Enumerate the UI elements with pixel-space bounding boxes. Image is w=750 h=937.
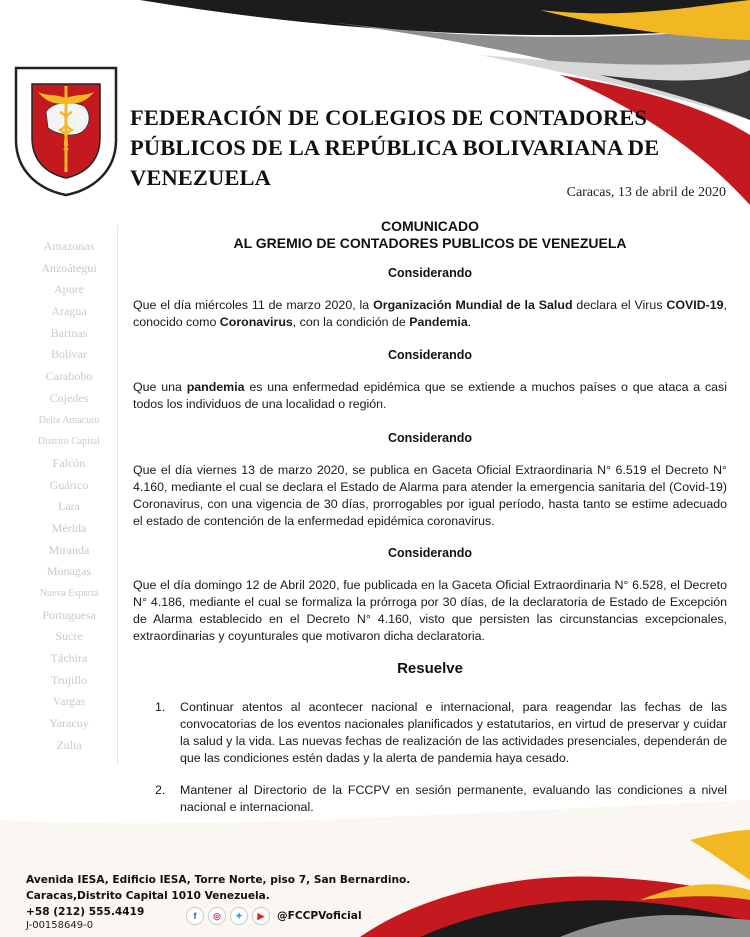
resolution-item [155,699,727,767]
text-segment: , conocido como [133,298,728,329]
sidebar-state: Distrito Capital [38,436,100,448]
sidebar-state: Apure [54,282,84,297]
text-segment: Que una [133,380,187,394]
resolution-number: 2. [155,783,166,797]
youtube-icon[interactable]: ▶ [252,907,270,925]
sidebar-state: Aragua [51,304,87,319]
sidebar-state: Miranda [48,542,90,557]
sidebar-state: Vargas [52,694,86,709]
sidebar-state: Lara [58,499,80,514]
facebook-icon[interactable]: f [186,907,204,925]
text-segment: , con la condición de [292,315,410,329]
sidebar-state: Barinas [50,325,88,340]
text-segment: . [467,315,472,329]
document-heading: COMUNICADO [381,218,479,234]
sidebar-state: Yaracuy [49,716,89,731]
sidebar-state: Zulia [56,737,82,752]
rif-number: J-00158649-0 [26,920,94,931]
sidebar-divider [117,225,118,765]
paragraph-4: Que el día domingo 12 de Abril 2020, fue publicada en la Gaceta Oficial Extraordinaria N° 6.528, el Decreto N° 4.186, mediante el cual se formaliza la prórroga por 30 días, de la declaratoria de Estado de Excepción de Alarma establecido en el Decreto N° 4.160, visto que persisten las circunstancias excepcionales, extraordinarias y coyunturales que motivaron dicha declaratoria. [133,578,727,643]
sidebar-state: Nueva Esparta [39,588,99,599]
considerando-heading-1: Considerando [387,266,473,280]
twitter-icon[interactable]: ✦ [230,907,248,925]
bold-term: pandemia [186,380,245,394]
bold-term: Pandemia [409,315,468,329]
sidebar-state: Portuguesa [42,607,96,622]
bold-term: COVID-19 [666,298,724,312]
address-line-1: Avenida IESA, Edificio IESA, Torre Norte, piso 7, San Bernardino. [26,874,411,886]
sidebar-state: Delta Amacuro [38,414,100,426]
bold-term: Organización Mundial de la Salud [373,298,573,312]
social-handle[interactable]: @FCCPVoficial [277,910,362,922]
sidebar-state: Táchira [50,651,88,666]
document-subheading: AL GREMIO DE CONTADORES PUBLICOS DE VENEZUELA [233,235,627,251]
social-links [186,907,362,925]
considerando-heading-4: Considerando [387,546,473,560]
considerando-heading-3: Considerando [387,431,473,445]
sidebar-state: Falcón [52,455,86,470]
states-sidebar [18,236,120,757]
resuelve-heading: Resuelve [397,660,463,677]
sidebar-state: Sucre [55,629,83,644]
sidebar-state: Cojedes [49,390,89,405]
sidebar-state: Guárico [49,477,89,492]
resolution-number: 1. [155,700,166,714]
sidebar-state: Bolívar [51,347,87,362]
federation-title: FEDERACIÓN DE COLEGIOS DE CONTADORES PÚBLICOS DE LA REPÚBLICA BOLIVARIANA DE VENEZUELA [130,105,660,190]
sidebar-state: Trujillo [50,672,88,687]
paragraph-3: Que el día viernes 13 de marzo 2020, se publica en Gaceta Oficial Extraordinaria N° 6.519 el Decreto N° 4.160, mediante el cual se declara el Estado de Alarma para atender la emergencia sanitaria del (Covid-19) Coronavirus, con una vigencia de 30 días, prorrogables por igual período, hasta tanto se estime adecuado el estado de contención de la enfermedad epidémica coronavirus. [133,463,727,528]
paragraph-1 [133,297,727,331]
text-segment: Que el día miércoles 11 de marzo 2020, la [133,298,374,312]
sidebar-state: Monagas [47,564,91,579]
text-segment: es una enfermedad epidémica que se extiende a muchos países o que ataca a casi todos los individuos de una localidad o región. [133,380,727,411]
sidebar-state: Mérida [51,520,87,535]
address-line-2: Caracas,Distrito Capital 1010 Venezuela. [26,890,270,902]
sidebar-state: Amazonas [43,239,95,253]
document-date: Caracas, 13 de abril de 2020 [566,185,726,200]
sidebar-state: Carabobo [45,369,93,384]
text-segment: declara el Virus [572,298,667,312]
sidebar-state: Anzoátegui [41,260,97,275]
resolution-text: Mantener al Directorio de la FCCPV en sesión permanente, evaluando las condiciones a nivel nacional e internacional. [180,783,727,814]
instagram-icon[interactable]: ◎ [208,907,226,925]
considerando-heading-2: Considerando [387,348,473,362]
phone-number: +58 (212) 555.4419 [26,906,145,918]
resolution-text: Continuar atentos al acontecer nacional e internacional, para reagendar las fechas de las convocatorias de los eventos nacionales planificados y estatutarios, en virtud de preservar y cuidar la salud y la vida. Las nuevas fechas de realización de las actividades presenciales, dependerán de que las condiciones estén dadas y la alerta de pandemia haya cesado. [180,700,727,765]
paragraph-2 [133,379,727,413]
federation-seal-logo [12,62,120,197]
bold-term: Coronavirus [219,315,293,329]
